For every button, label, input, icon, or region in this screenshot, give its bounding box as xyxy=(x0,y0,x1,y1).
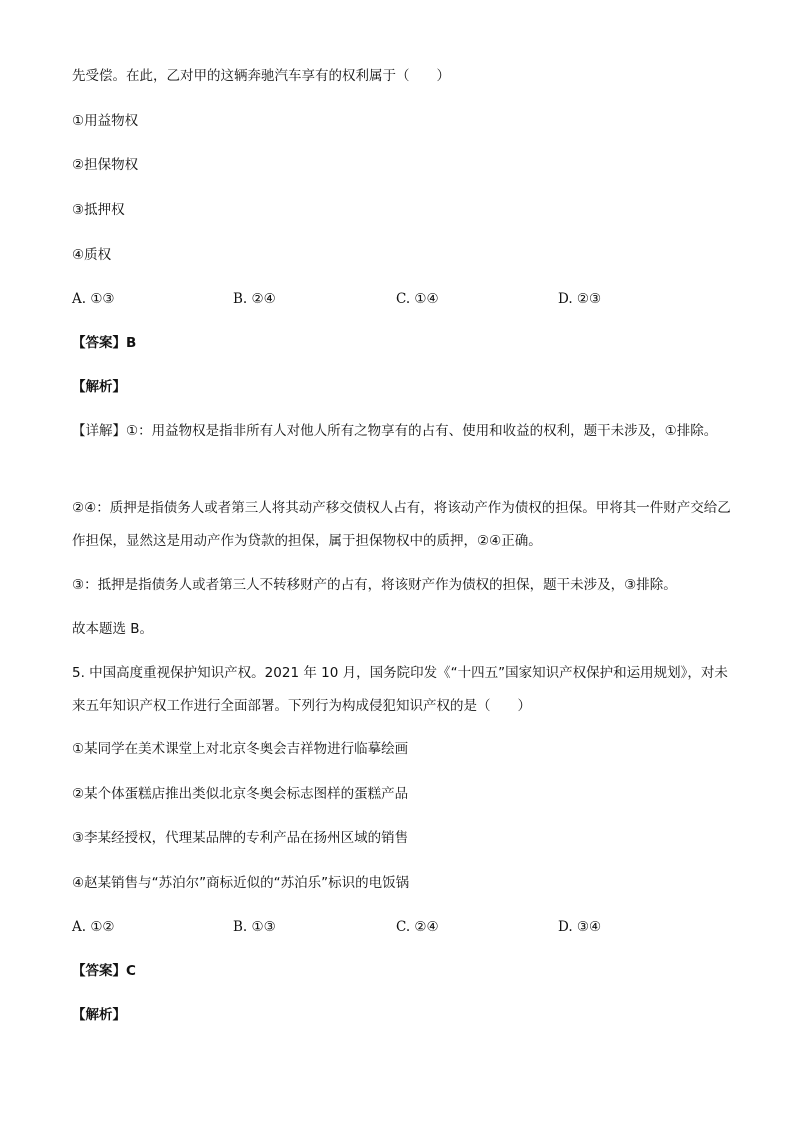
q5-item-3: ③李某经授权，代理某品牌的专利产品在扬州区域的销售 xyxy=(72,830,409,846)
q5-options xyxy=(72,917,712,937)
q4-conclusion: 故本题选 B。 xyxy=(72,621,154,637)
q5-item-2: ②某个体蛋糕店推出类似北京冬奥会标志图样的蛋糕产品 xyxy=(72,786,409,802)
q5-item-4: ④赵某销售与“苏泊尔”商标近似的“苏泊乐”标识的电饭锅 xyxy=(72,875,410,891)
q4-detail-3: ③：抵押是指债务人或者第三人不转移财产的占有，将该财产作为债权的担保，题干未涉及，③排除。 xyxy=(72,577,677,593)
q4-option-b: B. ②④ xyxy=(233,291,276,307)
q4-item-3: ③抵押权 xyxy=(72,202,125,218)
q5-stem: 5. 中国高度重视保护知识产权。2021 年 10 月，国务院印发《“十四五”国家知识产权保护和运用规划》，对未来五年知识产权工作进行全面部署。下列行为构成侵犯知识产权的是（ ） xyxy=(72,665,728,714)
q4-item-1: ①用益物权 xyxy=(72,113,139,129)
q5-option-c: C. ②④ xyxy=(396,919,439,935)
q5-option-b: B. ①③ xyxy=(233,919,276,935)
q5-option-a: A. ①② xyxy=(72,919,115,935)
q4-stem-tail: 先受偿。在此，乙对甲的这辆奔驰汽车享有的权利属于（ ） xyxy=(72,68,450,84)
q4-options xyxy=(72,289,712,309)
q4-item-2: ②担保物权 xyxy=(72,157,139,173)
q4-option-a: A. ①③ xyxy=(72,291,115,307)
q5-item-1: ①某同学在美术课堂上对北京冬奥会吉祥物进行临摹绘画 xyxy=(72,741,409,757)
q5-option-d: D. ③④ xyxy=(558,919,602,935)
q4-detail-1: 【详解】①：用益物权是指非所有人对他人所有之物享有的占有、使用和收益的权利，题干未涉及，①排除。 xyxy=(72,423,718,439)
q4-analysis-label: 【解析】 xyxy=(72,379,126,395)
q4-answer: 【答案】B xyxy=(72,335,137,351)
q5-analysis-label: 【解析】 xyxy=(72,1007,126,1023)
q4-option-c: C. ①④ xyxy=(396,291,439,307)
q4-item-4: ④质权 xyxy=(72,247,112,263)
q4-detail-2: ②④：质押是指债务人或者第三人将其动产移交债权人占有，将该动产作为债权的担保。甲将其一件财产交给乙作担保，显然这是用动产作为贷款的担保，属于担保物权中的质押，②④正确。 xyxy=(72,500,731,549)
q4-option-d: D. ②③ xyxy=(558,291,602,307)
q5-answer: 【答案】C xyxy=(72,963,136,979)
